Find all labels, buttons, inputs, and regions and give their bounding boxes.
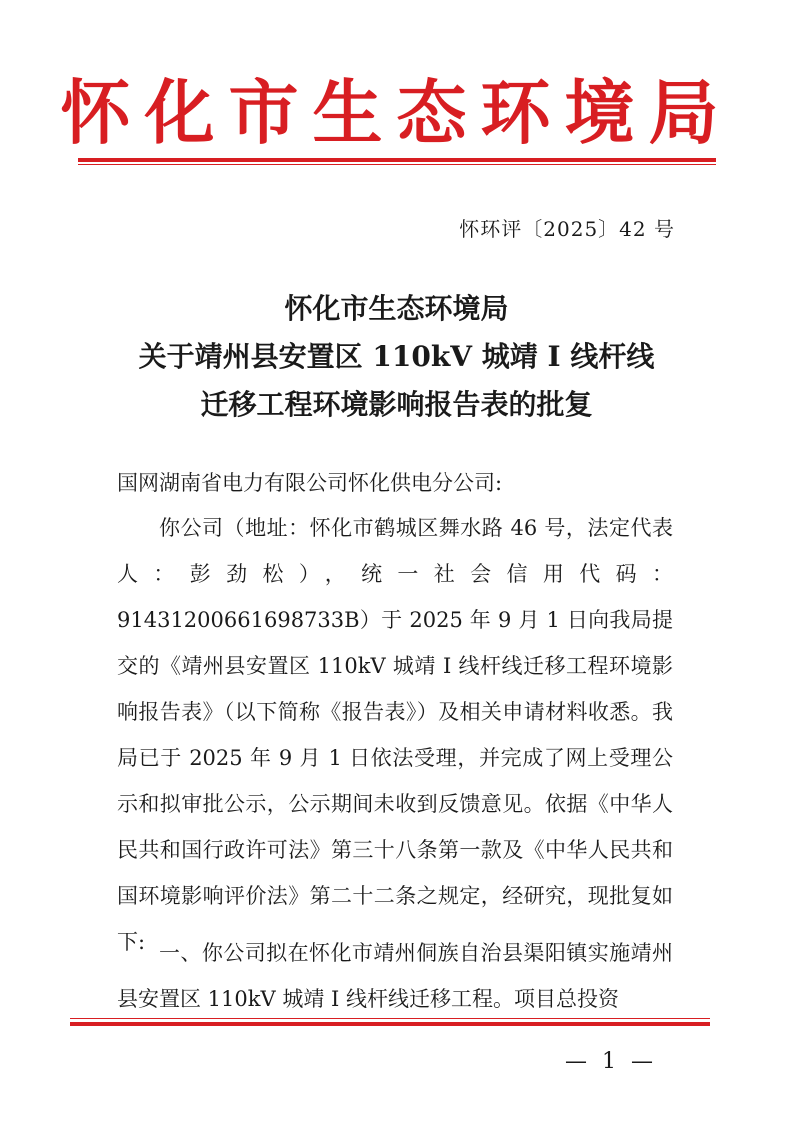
- agency-letterhead: 怀化市生态环境局: [60, 72, 733, 154]
- footer-divider-thin: [70, 1018, 710, 1019]
- page-number: — 1 —: [565, 1049, 657, 1074]
- footer-divider-thick: [70, 1022, 710, 1026]
- document-number: 怀环评〔2025〕42 号: [459, 217, 675, 241]
- title-line: 关于靖州县安置区 110kV 城靖 I 线杆线: [138, 340, 655, 373]
- letterhead-divider-thin: [78, 164, 716, 165]
- document-title: [0, 285, 793, 429]
- letterhead-divider-thick: [78, 158, 716, 162]
- body-paragraph: 一、你公司拟在怀化市靖州侗族自治县渠阳镇实施靖州县安置区 110kV 城靖 I 线杆线迁移工程。项目总投资: [117, 941, 673, 1011]
- recipient-line: 国网湖南省电力有限公司怀化供电分公司:: [117, 471, 503, 495]
- title-line: 迁移工程环境影响报告表的批复: [200, 388, 593, 421]
- body-paragraph: 你公司（地址：怀化市鹤城区舞水路 46 号，法定代表人：彭劲松），统一社会信用代码：91431200661698733B）于 2025 年 9 月 1 日向我局提交的《靖州县安置区 110kV 城靖 I 线杆线迁移工程环境影响报告表》（以下简称《报告表》）及相关申请材料收悉。我局已于 2025 年 9 月 1 日依法受理，并完成了网上受理公示和拟审批公示，公示期间未收到反馈意见。依据《中华人民共和国行政许可法》第三十八条第一款及《中华人民共和国环境影响评价法》第二十二条之规定，经研究，现批复如下:: [117, 516, 673, 954]
- title-line: 怀化市生态环境局: [284, 292, 509, 325]
